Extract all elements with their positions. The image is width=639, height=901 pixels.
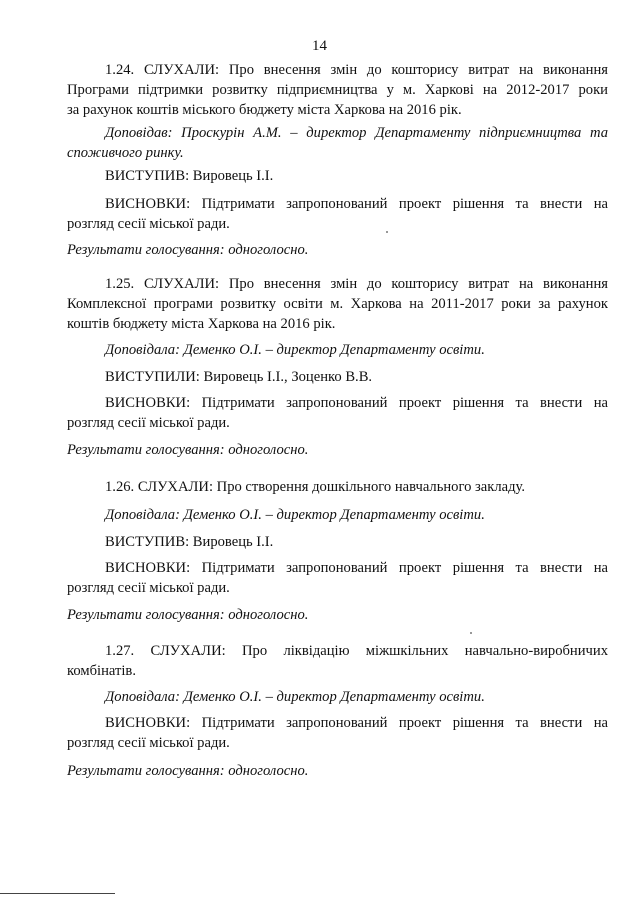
item-1-24-spoke: ВИСТУПИВ: Вировець І.І. — [105, 168, 274, 184]
text-line: коштів бюджету міста Харкова на 2016 рік. — [67, 316, 336, 332]
item-1-24-conclusions — [67, 194, 608, 234]
item-1-25-reporter: Доповідала: Деменко О.І. – директор Департаменту освіти. — [105, 342, 485, 358]
scan-edge-line — [0, 893, 115, 894]
item-1-26-vote: Результати голосування: одноголосно. — [67, 607, 309, 623]
text-line: 1.27. СЛУХАЛИ: Про ліквідацію міжшкільних навчально-виробничих — [105, 643, 608, 659]
text-line: ВИСНОВКИ: Підтримати запропонований проект рішення та внести на — [105, 196, 608, 212]
item-1-25-vote: Результати голосування: одноголосно. — [67, 442, 309, 458]
item-1-26-spoke: ВИСТУПИВ: Вировець І.І. — [105, 534, 274, 550]
text-line: розгляд сесії міської ради. — [67, 216, 230, 232]
text-line: розгляд сесії міської ради. — [67, 580, 230, 596]
item-1-25-conclusions — [67, 393, 608, 433]
item-1-26-heard: 1.26. СЛУХАЛИ: Про створення дошкільного навчального закладу. — [105, 479, 526, 495]
item-1-24-vote: Результати голосування: одноголосно. — [67, 242, 309, 258]
item-1-27-reporter: Доповідала: Деменко О.І. – директор Департаменту освіти. — [105, 689, 485, 705]
item-1-27-conclusions — [67, 713, 608, 753]
item-1-25-heard — [67, 274, 608, 334]
text-line: ВИСНОВКИ: Підтримати запропонований проект рішення та внести на — [105, 560, 608, 576]
item-1-27-heard — [67, 641, 608, 681]
text-line: за рахунок коштів міського бюджету міста Харкова на 2016 рік. — [67, 102, 462, 118]
text-line: ВИСНОВКИ: Підтримати запропонований проект рішення та внести на — [105, 715, 608, 731]
text-line: Програми підтримки розвитку підприємництва у м. Харкові на 2012-2017 роки — [67, 82, 608, 98]
item-1-26-conclusions — [67, 558, 608, 598]
item-1-27-vote: Результати голосування: одноголосно. — [67, 763, 309, 779]
text-line: Комплексної програми розвитку освіти м. Харкова на 2011-2017 роки за рахунок — [67, 296, 608, 312]
scan-speck — [386, 231, 388, 233]
item-1-25-spoke: ВИСТУПИЛИ: Вировець І.І., Зоценко В.В. — [105, 369, 373, 385]
text-line: комбінатів. — [67, 663, 136, 679]
text-line: ВИСНОВКИ: Підтримати запропонований проект рішення та внести на — [105, 395, 608, 411]
text-line: 1.25. СЛУХАЛИ: Про внесення змін до кошторису витрат на виконання — [105, 276, 608, 292]
text-line: 1.24. СЛУХАЛИ: Про внесення змін до кошторису витрат на виконання — [105, 62, 608, 78]
page-number: 14 — [312, 38, 327, 54]
item-1-24-heard — [67, 60, 608, 120]
item-1-24-reporter: Доповідав: Проскурін А.М. – директор Департаменту підприємництва та споживчого ринку. — [67, 125, 608, 161]
text-line: розгляд сесії міської ради. — [67, 415, 230, 431]
item-1-26-reporter: Доповідала: Деменко О.І. – директор Департаменту освіти. — [105, 507, 485, 523]
text-line: розгляд сесії міської ради. — [67, 735, 230, 751]
scan-speck — [470, 632, 472, 634]
